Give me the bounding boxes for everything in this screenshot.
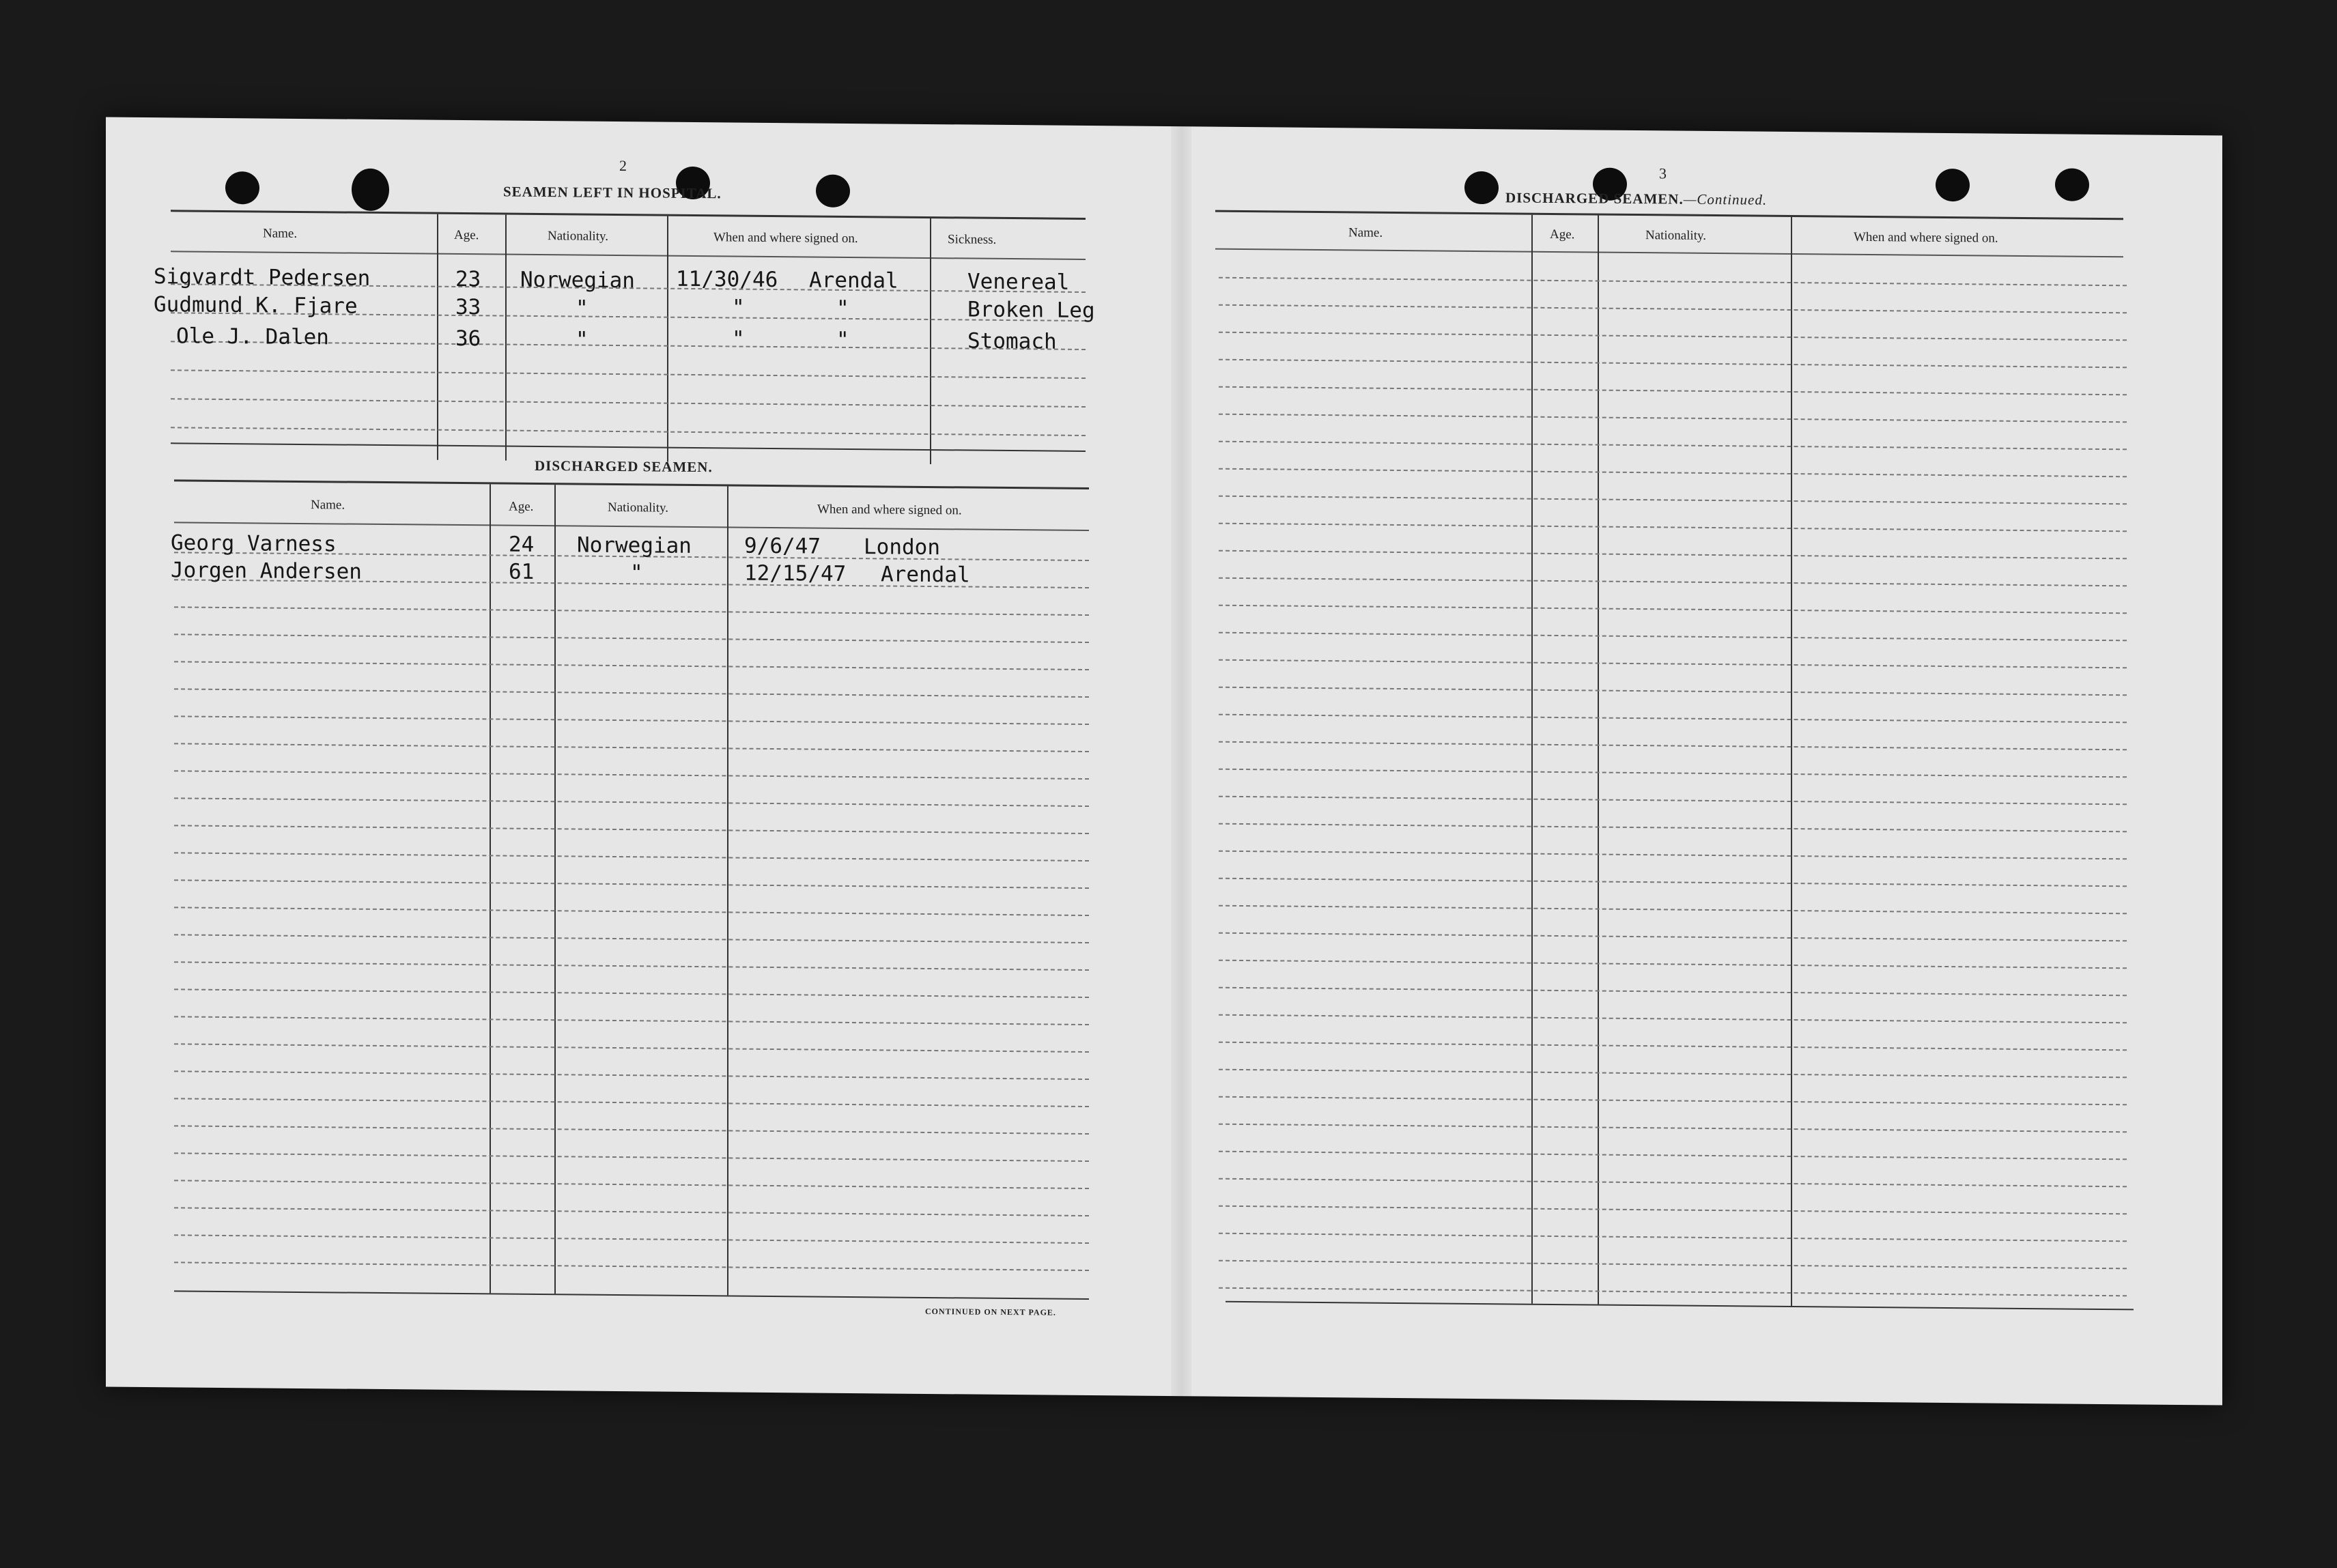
row-line: [1219, 441, 2127, 451]
row-line: [174, 1180, 1089, 1189]
column-divider: [930, 218, 931, 464]
row-line: [174, 1125, 1089, 1135]
column-header-signed-on: When and where signed on.: [713, 230, 858, 246]
row-line: [1219, 304, 2127, 314]
discharged-date: 12/15/47: [744, 560, 847, 586]
row-line: [174, 715, 1089, 725]
table-top-rule: [171, 210, 1086, 220]
row-line: [1219, 523, 2127, 532]
discharged-name: Georg Varness: [171, 530, 337, 557]
row-line: [1219, 659, 2127, 669]
row-line: [1219, 414, 2127, 423]
page-number: 2: [619, 157, 627, 175]
column-header-name: Name.: [1348, 225, 1383, 240]
row-line: [1219, 332, 2127, 341]
row-line: [1219, 632, 2127, 642]
row-line: [174, 1016, 1089, 1025]
row-line: [1219, 578, 2127, 587]
row-line: [174, 879, 1089, 889]
binder-hole: [1464, 171, 1499, 204]
row-line: [1219, 468, 2127, 478]
row-line: [171, 398, 1086, 408]
column-header-name: Name.: [263, 226, 298, 241]
row-line: [1219, 987, 2127, 997]
table-top-rule: [1215, 210, 2123, 220]
row-line: [1219, 1206, 2127, 1215]
table-bottom-rule: [174, 1290, 1089, 1300]
row-line: [1219, 905, 2127, 915]
hospital-name: Sigvardt Pedersen: [154, 264, 371, 291]
row-line: [174, 934, 1089, 943]
column-divider: [554, 485, 556, 1294]
table-bottom-rule: [1226, 1301, 2134, 1311]
binder-hole: [225, 171, 259, 204]
row-line: [1219, 1014, 2127, 1024]
row-line: [171, 369, 1086, 379]
row-line: [174, 661, 1089, 670]
hospital-date: ": [732, 295, 745, 320]
discharged-section-title: DISCHARGED SEAMEN.: [535, 457, 713, 476]
row-line: [1219, 550, 2127, 560]
row-line: [171, 427, 1086, 436]
row-line: [174, 633, 1089, 643]
row-line: [174, 852, 1089, 861]
hospital-place: ": [836, 296, 849, 321]
hospital-section-title: SEAMEN LEFT IN HOSPITAL.: [503, 183, 722, 202]
row-line: [174, 797, 1089, 807]
header-underline: [174, 522, 1089, 531]
row-line: [174, 1070, 1089, 1080]
discharged-age: 24: [509, 532, 535, 557]
hospital-name: Ole J. Dalen: [176, 324, 329, 350]
row-line: [1219, 741, 2127, 751]
column-header-nationality: Nationality.: [608, 500, 668, 515]
row-line: [1219, 1124, 2127, 1133]
document-spread: [106, 117, 2222, 1405]
column-header-sickness: Sickness.: [948, 232, 997, 247]
column-header-signed-on: When and where signed on.: [817, 502, 962, 518]
hospital-age: 33: [455, 294, 481, 320]
row-line: [1219, 1151, 2127, 1160]
row-line: [174, 825, 1089, 834]
row-line: [1219, 932, 2127, 942]
row-line: [1219, 1233, 2127, 1242]
column-header-nationality: Nationality.: [548, 229, 608, 244]
hospital-date: 11/30/46: [676, 266, 778, 293]
row-line: [1219, 496, 2127, 505]
row-line: [174, 688, 1089, 698]
column-header-nationality: Nationality.: [1645, 228, 1706, 243]
column-header-signed-on: When and where signed on.: [1854, 229, 1998, 246]
column-divider: [1531, 215, 1533, 1304]
column-divider: [727, 486, 728, 1295]
column-header-name: Name.: [311, 498, 345, 513]
hospital-sickness: Venereal: [967, 269, 1070, 295]
hospital-nationality: ": [576, 296, 589, 321]
row-line: [174, 1098, 1089, 1107]
row-line: [174, 770, 1089, 780]
row-line: [1219, 359, 2127, 369]
discharged-place: London: [864, 534, 940, 560]
discharged-nationality: ": [630, 560, 643, 586]
row-line: [1219, 1260, 2127, 1270]
row-line: [174, 606, 1089, 616]
column-header-age: Age.: [509, 499, 534, 514]
row-line: [1219, 1096, 2127, 1106]
row-line: [1219, 878, 2127, 887]
table-bottom-rule: [171, 442, 1086, 452]
discharged-age: 61: [509, 559, 535, 584]
discharged-date: 9/6/47: [744, 533, 821, 559]
column-header-age: Age.: [1550, 227, 1575, 242]
row-line: [174, 1043, 1089, 1053]
row-line: [1219, 277, 2127, 287]
discharged-name: Jorgen Andersen: [171, 558, 362, 584]
row-line: [1219, 714, 2127, 724]
hospital-place: Arendal: [809, 268, 898, 294]
hospital-nationality: Norwegian: [520, 267, 635, 294]
column-divider: [437, 214, 438, 460]
hospital-age: 36: [455, 326, 481, 352]
row-line: [1219, 823, 2127, 833]
row-line: [1219, 1178, 2127, 1188]
hospital-nationality: ": [576, 327, 589, 352]
section-title-suffix: —Continued.: [1683, 190, 1768, 208]
header-underline: [1215, 248, 2123, 258]
row-line: [1219, 687, 2127, 696]
discharged-nationality: Norwegian: [577, 532, 692, 558]
continued-section-title: [1505, 189, 1767, 208]
header-underline: [171, 251, 1086, 260]
hospital-age: 23: [455, 266, 481, 292]
hospital-place: ": [836, 327, 849, 352]
hospital-name: Gudmund K. Fjare: [154, 292, 358, 319]
row-line: [174, 1261, 1089, 1271]
row-line: [1219, 605, 2127, 614]
row-line: [174, 1152, 1089, 1162]
row-line: [1219, 1042, 2127, 1051]
row-line: [174, 1207, 1089, 1216]
column-divider: [667, 216, 668, 462]
row-line: [174, 988, 1089, 998]
binder-hole: [816, 175, 850, 208]
row-line: [1219, 769, 2127, 778]
page-fold: [1171, 126, 1191, 1396]
discharged-place: Arendal: [881, 562, 970, 588]
row-line: [1219, 960, 2127, 969]
row-line: [1219, 796, 2127, 806]
hospital-date: ": [732, 326, 745, 352]
section-title-text: DISCHARGED SEAMEN.: [1505, 189, 1684, 208]
row-line: [1219, 1069, 2127, 1079]
row-line: [174, 1234, 1089, 1244]
row-line: [1219, 1287, 2127, 1297]
page-number: 3: [1659, 165, 1667, 182]
table-top-rule: [174, 479, 1089, 489]
column-divider: [490, 484, 491, 1293]
binder-hole: [2055, 168, 2089, 201]
row-line: [1219, 386, 2127, 396]
hospital-sickness: Stomach: [967, 328, 1057, 354]
continued-note: CONTINUED ON NEXT PAGE.: [925, 1306, 1056, 1317]
hospital-sickness: Broken Leg: [967, 297, 1095, 324]
column-divider: [505, 215, 507, 461]
row-line: [174, 961, 1089, 971]
binder-hole: [352, 169, 389, 211]
binder-hole: [1936, 169, 1970, 201]
column-divider: [1598, 216, 1599, 1305]
row-line: [174, 907, 1089, 916]
row-line: [1219, 851, 2127, 860]
column-header-age: Age.: [454, 227, 479, 243]
column-divider: [1791, 217, 1792, 1306]
row-line: [174, 743, 1089, 752]
